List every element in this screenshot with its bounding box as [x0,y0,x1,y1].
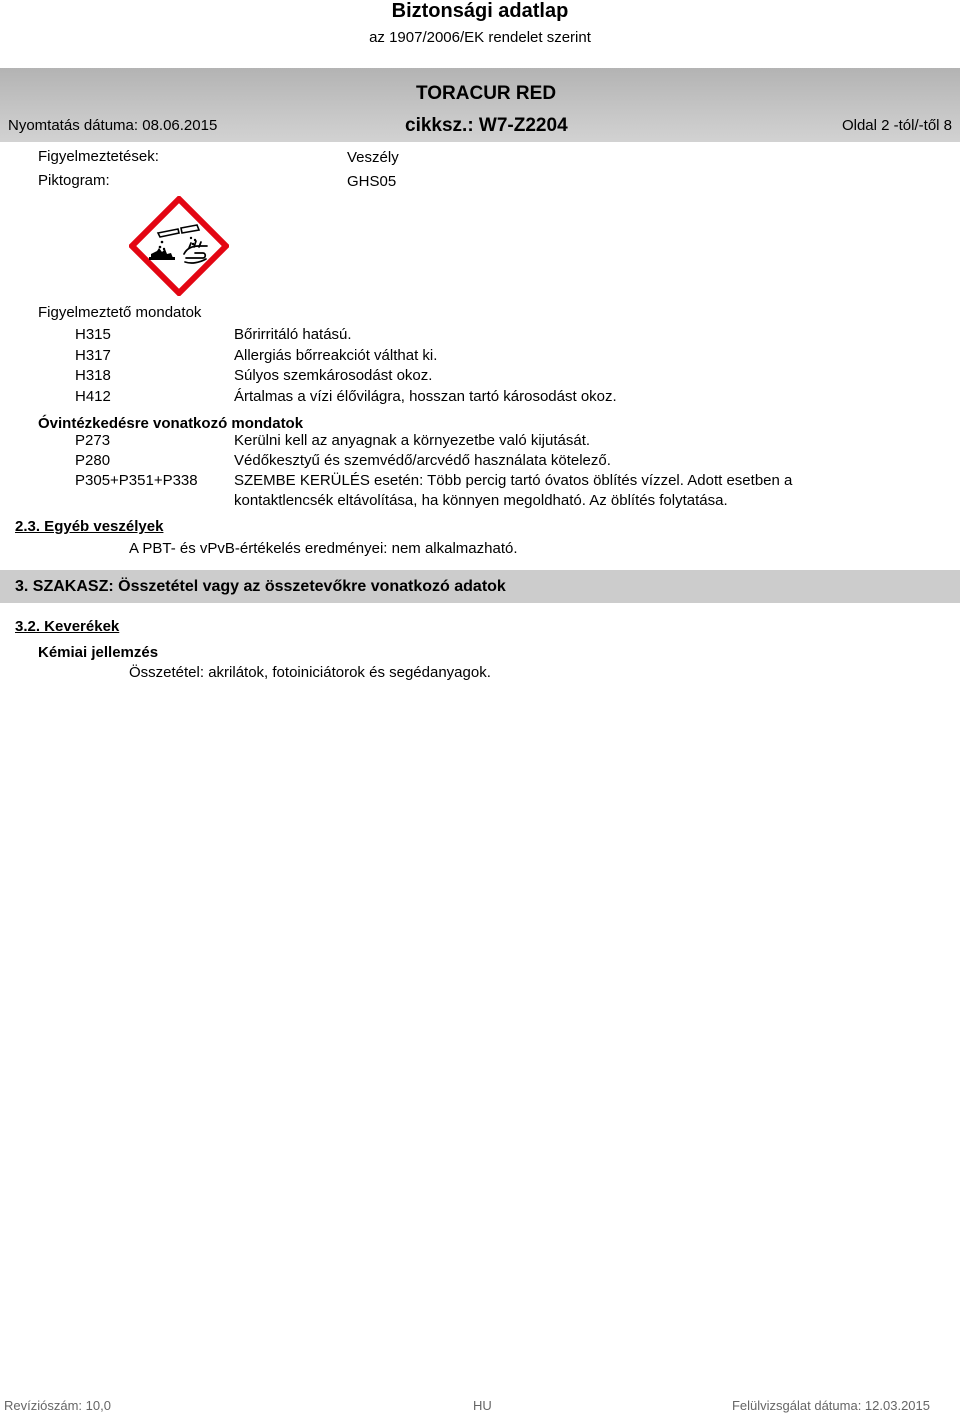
page-number: Oldal 2 -tól/-től 8 [841,117,952,134]
article-number: cikksz.: W7-Z2204 [405,115,568,136]
pbt-vpvb-text: A PBT- és vPvB-értékelés eredményei: nem alkalmazható. [129,540,518,557]
hazard-code: H412 [75,388,111,405]
section-3-title: 3. SZAKASZ: Összetétel vagy az összetevőkre vonatkozó adatok [15,578,506,595]
precautionary-statements-heading: Óvintézkedésre vonatkozó mondatok [38,415,304,432]
hazard-code: H318 [75,367,111,384]
hazard-code: H315 [75,326,111,343]
document-title: Biztonsági adatlap [391,0,569,22]
hazard-code: H317 [75,347,111,364]
hazard-statements-heading: Figyelmeztető mondatok [38,304,202,321]
precaution-code: P273 [75,432,111,449]
hazard-text: Ártalmas a vízi élővilágra, hosszan tartó károsodást okoz. [234,388,617,405]
precaution-text: Védőkesztyű és szemvédő/arcvédő használata kötelező. [234,452,611,469]
mixtures-heading: 3.2. Keverékek [15,618,120,635]
ghs05-corrosion-icon [129,196,229,296]
precaution-text: Kerülni kell az anyagnak a környezetbe való kijutását. [234,432,591,449]
document-subtitle: az 1907/2006/EK rendelet szerint [369,29,591,46]
pictogram-label: Piktogram: [38,172,110,189]
composition-text: Összetétel: akrilátok, fotoiniciátorok és segédanyagok. [129,664,491,681]
precaution-text-continued: kontaktlencsék eltávolítása, ha könnyen megoldható. Az öblítés folytatása. [234,492,728,509]
chemical-characterization-heading: Kémiai jellemzés [38,644,159,661]
signal-word-value: Veszély [347,149,399,166]
pictogram-code: GHS05 [347,173,397,190]
product-name: TORACUR RED [416,83,557,104]
precaution-code: P280 [75,452,111,469]
review-date: Felülvizsgálat dátuma: 12.03.2015 [731,1398,930,1413]
language-code: HU [473,1398,492,1413]
precaution-code: P305+P351+P338 [75,472,198,489]
other-hazards-heading: 2.3. Egyéb veszélyek [15,518,164,535]
precaution-text: SZEMBE KERÜLÉS esetén: Több percig tartó óvatos öblítés vízzel. Adott esetben a [234,472,793,489]
hazard-text: Súlyos szemkárosodást okoz. [234,367,433,384]
revision-number: Revíziószám: 10,0 [4,1398,111,1413]
signal-word-label: Figyelmeztetések: [38,148,159,165]
hazard-text: Allergiás bőrreakciót válthat ki. [234,347,438,364]
print-date: Nyomtatás dátuma: 08.06.2015 [8,117,218,134]
hazard-text: Bőrirritáló hatású. [234,326,352,343]
